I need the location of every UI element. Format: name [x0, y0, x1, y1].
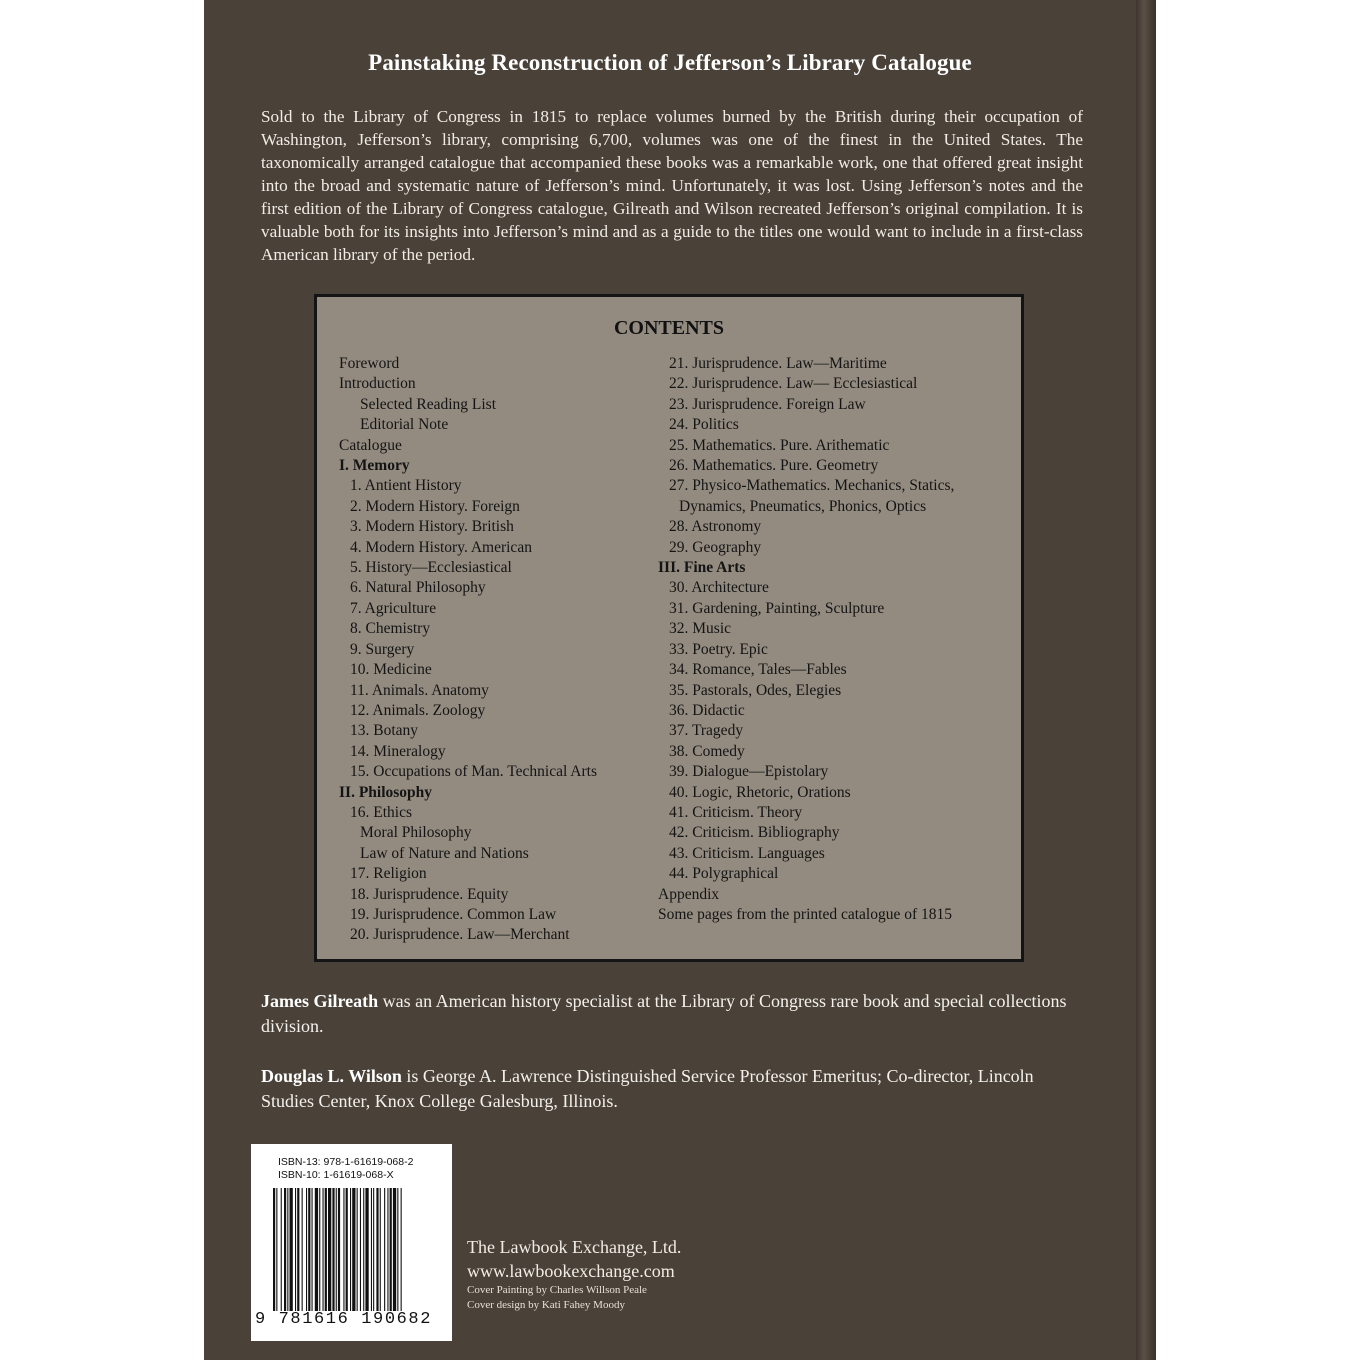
- author-bio-wilson: [261, 1064, 1091, 1114]
- contents-entry: 20. Jurisprudence. Law—Merchant: [350, 926, 570, 944]
- contents-entry: Selected Reading List: [360, 395, 497, 413]
- contents-entry: 21. Jurisprudence. Law—Maritime: [669, 355, 887, 372]
- contents-entry: Catalogue: [339, 436, 402, 454]
- contents-entry: Some pages from the printed catalogue of 1815: [658, 905, 952, 923]
- contents-entry: 12. Animals. Zoology: [350, 701, 486, 719]
- contents-heading: CONTENTS: [613, 317, 725, 339]
- contents-entry: 28. Astronomy: [669, 518, 762, 536]
- contents-entry: 26. Mathematics. Pure. Geometry: [669, 457, 879, 475]
- author-bio-text: was an American history specialist at the Library of Congress rare book and special collections division.: [261, 991, 1067, 1036]
- contents-entry: 11. Animals. Anatomy: [350, 681, 489, 699]
- contents-entry: 40. Logic, Rhetoric, Orations: [669, 783, 851, 801]
- barcode-label: [251, 1144, 452, 1341]
- cover-painting-credit: Cover Painting by Charles Willson Peale: [467, 1284, 647, 1296]
- contents-entry: 37. Tragedy: [669, 722, 744, 740]
- contents-entry: Editorial Note: [360, 416, 449, 434]
- contents-entry: 2. Modern History. Foreign: [350, 497, 520, 515]
- contents-column-right: [658, 354, 1018, 925]
- contents-entry: 24. Politics: [669, 416, 739, 434]
- contents-entry: 38. Comedy: [669, 742, 745, 760]
- contents-entry: 7. Agriculture: [350, 599, 437, 617]
- contents-panel: [314, 294, 1024, 962]
- contents-entry: 27. Physico-Mathematics. Mechanics, Statics,: [669, 477, 955, 495]
- contents-entry: 39. Dialogue—Epistolary: [669, 763, 829, 781]
- contents-entry: 41. Criticism. Theory: [669, 803, 803, 821]
- author-bio-gilreath: [261, 989, 1091, 1039]
- contents-entry: 36. Didactic: [669, 701, 745, 719]
- contents-entry: 25. Mathematics. Pure. Arithematic: [669, 436, 890, 454]
- cover-edge: [1136, 0, 1156, 1360]
- contents-entry: 6. Natural Philosophy: [350, 579, 486, 597]
- contents-entry: Law of Nature and Nations: [360, 844, 529, 862]
- contents-entry: 1. Antient History: [350, 477, 462, 495]
- contents-section-heading: II. Philosophy: [339, 783, 433, 801]
- book-back-cover: [204, 0, 1156, 1360]
- author-bio-text: is George A. Lawrence Distinguished Service Professor Emeritus; Co-director, Lincoln Studies Center, Knox College Galesburg, Illinois.: [261, 1066, 1034, 1111]
- contents-entry: 18. Jurisprudence. Equity: [350, 885, 509, 903]
- contents-entry: 34. Romance, Tales—Fables: [669, 661, 847, 679]
- book-description: Sold to the Library of Congress in 1815 to replace volumes burned by the British during their occupation of Washington, Jefferson’s library, comprising 6,700, volumes was one of the finest in the United States. The taxonomically arranged catalogue that accompanied these books was a remarkable work, one that offered great insight into the broad and systematic nature of Jefferson’s mind. Unfortunately, it was lost. Using Jefferson’s notes and the first edition of the Library of Congress catalogue, Gilreath and Wilson recreated Jefferson’s original compilation. It is valuable both for its insights into Jefferson’s mind and as a guide to the titles one would want to include in a first-class American library of the period.: [261, 107, 1083, 264]
- contents-entry: 22. Jurisprudence. Law— Ecclesiastical: [669, 375, 918, 393]
- contents-section-heading: I. Memory: [339, 457, 410, 475]
- isbn-13: ISBN-13: 978-1-61619-068-2: [278, 1156, 414, 1168]
- publisher-url: www.lawbookexchange.com: [467, 1261, 675, 1281]
- contents-entry: 44. Polygraphical: [669, 865, 779, 883]
- contents-entry: 35. Pastorals, Odes, Elegies: [669, 681, 842, 699]
- cover-title: Painstaking Reconstruction of Jefferson’s Library Catalogue: [368, 50, 972, 75]
- contents-entry: 16. Ethics: [350, 803, 412, 821]
- contents-entry: Appendix: [658, 885, 720, 903]
- contents-entry: 29. Geography: [669, 538, 762, 556]
- publisher-block: [467, 1235, 681, 1313]
- contents-entry: Introduction: [339, 375, 416, 393]
- contents-entry: 31. Gardening, Painting, Sculpture: [669, 599, 885, 617]
- contents-entry: Moral Philosophy: [360, 824, 472, 842]
- contents-entry: 30. Architecture: [669, 579, 769, 597]
- cover-design-credit: Cover design by Kati Fahey Moody: [467, 1299, 625, 1311]
- contents-entry: 13. Botany: [350, 722, 419, 740]
- barcode-digits: 9 781616 190682: [255, 1310, 433, 1329]
- contents-entry: 4. Modern History. American: [350, 538, 532, 556]
- contents-entry: 32. Music: [669, 620, 731, 638]
- contents-entry: 5. History—Ecclesiastical: [350, 559, 512, 577]
- contents-section-heading: III. Fine Arts: [658, 559, 746, 577]
- contents-entry: 3. Modern History. British: [350, 518, 514, 536]
- contents-entry: 17. Religion: [350, 865, 427, 883]
- author-name: Douglas L. Wilson: [261, 1066, 402, 1086]
- contents-entry: 19. Jurisprudence. Common Law: [350, 905, 557, 923]
- author-name: James Gilreath: [261, 991, 379, 1011]
- barcode-icon: [271, 1188, 443, 1311]
- contents-entry: 42. Criticism. Bibliography: [669, 824, 840, 842]
- contents-entry: 9. Surgery: [350, 640, 415, 658]
- contents-entry: 23. Jurisprudence. Foreign Law: [669, 395, 866, 413]
- contents-entry: 10. Medicine: [350, 661, 432, 679]
- publisher-name: The Lawbook Exchange, Ltd.: [467, 1237, 682, 1257]
- contents-entry: 43. Criticism. Languages: [669, 844, 825, 862]
- isbn-10: ISBN-10: 1-61619-068-X: [278, 1169, 394, 1181]
- contents-entry: Dynamics, Pneumatics, Phonics, Optics: [679, 497, 927, 515]
- contents-entry: 33. Poetry. Epic: [669, 640, 768, 658]
- contents-column-left: [339, 354, 659, 946]
- contents-entry: 8. Chemistry: [350, 620, 431, 638]
- contents-entry: 14. Mineralogy: [350, 742, 446, 760]
- contents-entry: 15. Occupations of Man. Technical Arts: [350, 763, 598, 781]
- contents-entry: Foreword: [339, 355, 400, 372]
